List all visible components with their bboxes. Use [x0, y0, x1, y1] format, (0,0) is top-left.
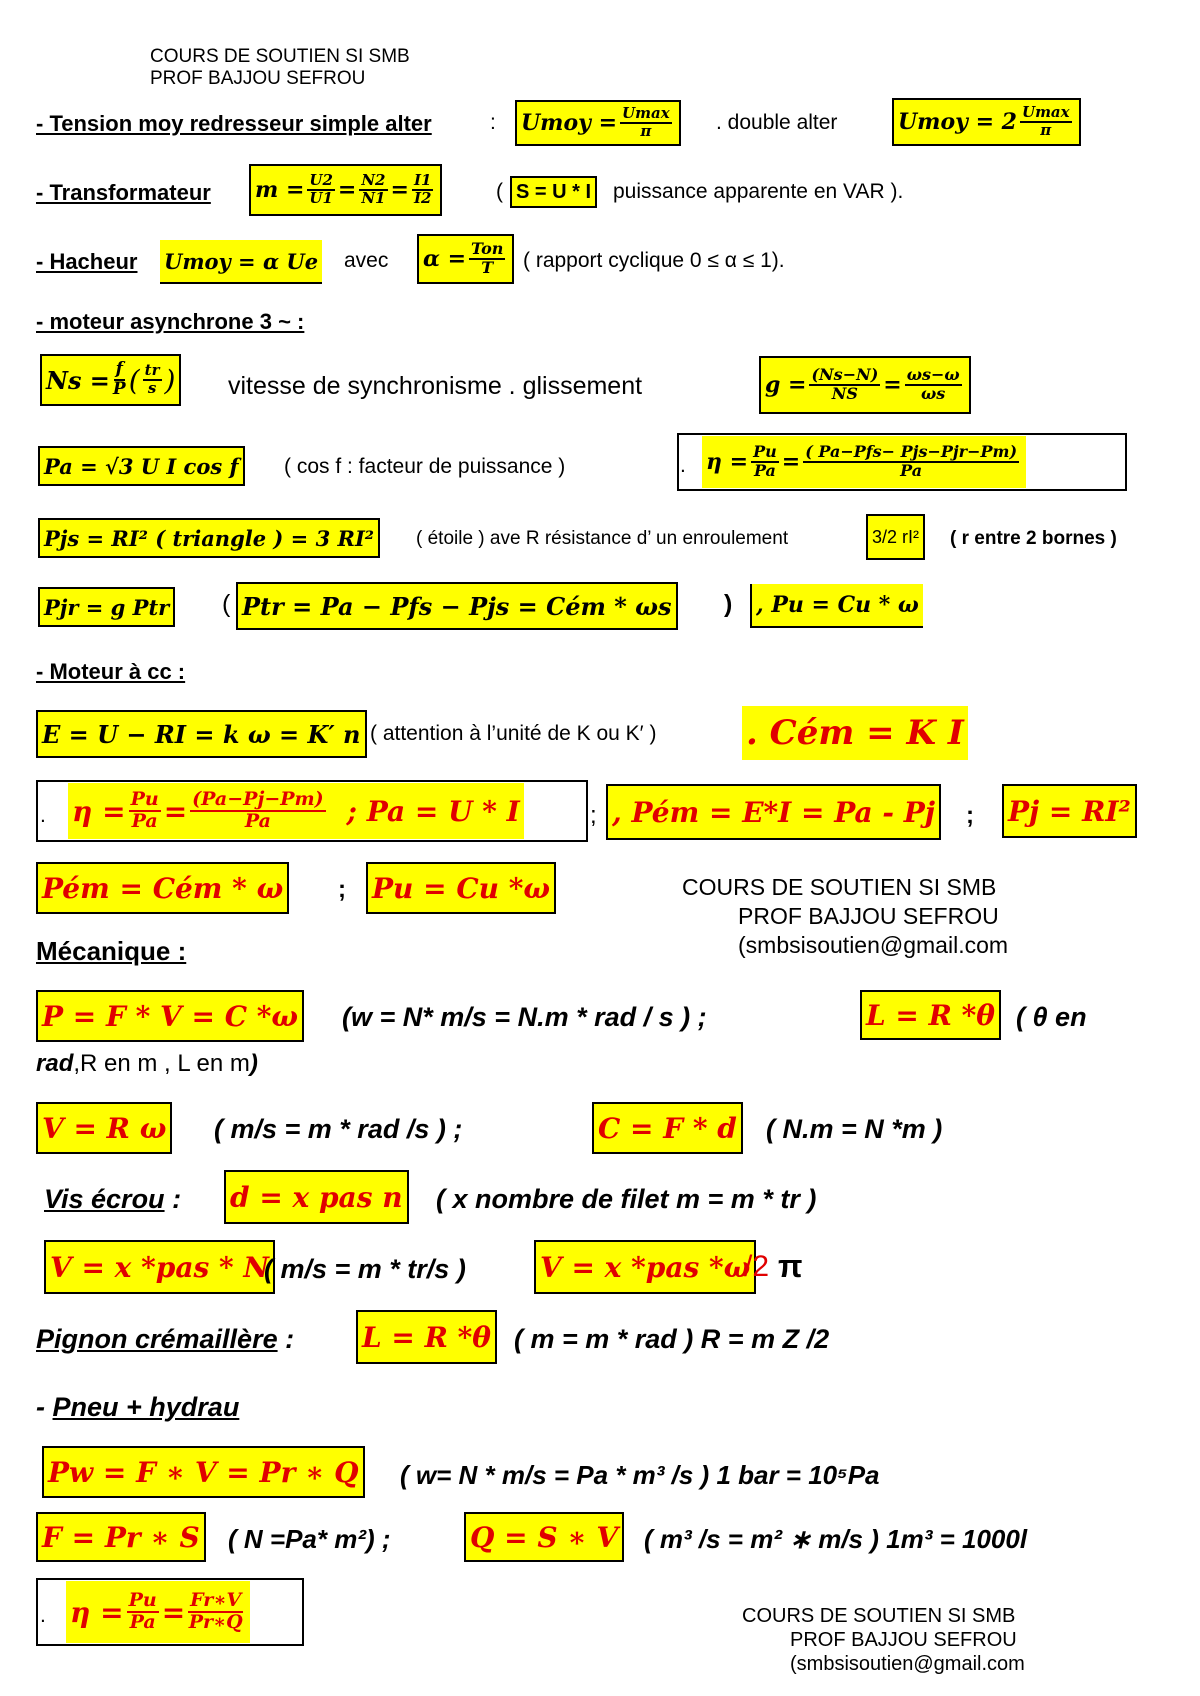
numerator: I1	[413, 171, 432, 190]
pneu-power-desc: ( w= N * m/s = Pa * m³ /s ) 1 bar = 10⁵Pa	[400, 1460, 880, 1490]
transfo-desc: puissance apparente en VAR ).	[613, 180, 904, 203]
formula-lhs: η =	[70, 1595, 124, 1629]
formula-eta-cc	[68, 783, 524, 839]
header-line1: COURS DE SOUTIEN SI SMB	[150, 46, 410, 67]
flow-desc: ( m³ /s = m² ∗ m/s ) 1m³ = 1000l	[644, 1524, 1028, 1554]
formula-vis-omega: V = x *pas *ω	[534, 1240, 756, 1294]
formula-torque: C = F * d	[592, 1102, 743, 1154]
formula-lhs: g =	[765, 372, 807, 398]
formula-power: P = F * V = C *ω	[36, 990, 304, 1042]
vis-velocity-desc: ( m/s = m * tr/s )	[264, 1254, 466, 1284]
length-desc2	[36, 1050, 258, 1078]
numerator: Ton	[471, 239, 504, 259]
formula-pjs: Pjs = RI² ( triangle ) = 3 RI²	[38, 518, 380, 558]
pjr-paren: (	[222, 590, 231, 618]
formula-pa-cc: ; Pa = U * I	[346, 794, 520, 828]
formula-lhs: Umoy = 2	[898, 109, 1017, 135]
formula-ns	[40, 354, 181, 406]
numerator: Pu	[753, 442, 777, 462]
fraction	[809, 367, 880, 403]
denominator: NS	[831, 384, 858, 403]
formula-transfo-ratio	[249, 164, 442, 216]
fraction	[412, 173, 433, 207]
formula-pu-cc: Pu = Cu *ω	[366, 862, 556, 914]
formula-glissement	[759, 356, 971, 414]
numerator: Fr∗V	[190, 1589, 242, 1612]
header-line2: PROF BAJJOU SEFROU	[150, 68, 366, 89]
formula-vis-velocity: V = x *pas * N	[44, 1240, 275, 1294]
transfo-title: - Transformateur	[36, 180, 211, 205]
formula-pem-cc: , Pém = E*I = Pa - Pj	[606, 784, 941, 840]
eta-cc-dot: .	[40, 804, 46, 827]
power-desc: (w = N* m/s = N.m * rad / s ) ;	[342, 1002, 707, 1032]
formula-eta-pneu	[66, 1581, 250, 1643]
pa-desc: ( cos f : facteur de puissance )	[284, 455, 566, 478]
watermark-bottom-line2: PROF BAJJOU SEFROU	[790, 1629, 1017, 1651]
length-desc1: ( θ en	[1016, 1002, 1087, 1032]
length-desc2-units: ,R en m , L en m	[73, 1050, 250, 1077]
fraction	[1020, 105, 1072, 139]
formula-cem: . Cém = K I	[742, 706, 968, 760]
formula-vis: d = x pas n	[224, 1170, 409, 1224]
paren-close: )	[164, 363, 176, 397]
numerator: Pu	[130, 788, 159, 811]
denominator: π	[640, 122, 652, 140]
fraction	[359, 173, 387, 207]
fraction	[143, 363, 162, 397]
length-desc2-close: )	[249, 1050, 258, 1077]
ptr-close: )	[724, 590, 733, 618]
formula-lhs: η =	[72, 794, 126, 828]
numerator: Pu	[128, 1589, 157, 1612]
fraction	[129, 790, 161, 832]
transfo-paren: (	[496, 180, 503, 203]
denominator: P	[112, 379, 126, 399]
paren-open: (	[128, 363, 140, 397]
fraction	[469, 241, 505, 277]
denominator: π	[1040, 121, 1052, 139]
vis-desc: ( x nombre de filet m = m * tr )	[436, 1184, 817, 1214]
pjs-desc: ( étoile ) ave R résistance d’ un enroulement	[416, 528, 789, 549]
equals: =	[161, 1595, 186, 1629]
tension-title-text: - Tension moy redresseur simple alter	[36, 111, 432, 136]
equals: =	[163, 794, 188, 828]
ns-desc: vitesse de synchronisme . glissement	[228, 372, 643, 400]
formula-hacheur-umoy	[160, 240, 322, 284]
denominator: ωs	[921, 384, 946, 403]
denominator: T	[481, 258, 494, 277]
formula-lhs: Umoy =	[521, 110, 618, 136]
vis-omega-tail: /2	[744, 1250, 770, 1283]
watermark-bottom-email: (smbsisoutien@gmail.com	[790, 1653, 1025, 1675]
velocity-desc: ( m/s = m * rad /s ) ;	[214, 1114, 463, 1144]
numerator: ( Pa−Pfs− Pjs−Pjr−Pm)	[805, 442, 1018, 462]
pneu-title-row	[36, 1392, 239, 1423]
formula-pu-async: , Pu = Cu * ω	[750, 584, 923, 628]
formula-umoy-simple	[515, 100, 681, 146]
equals: =	[390, 177, 409, 203]
numerator: U2	[309, 171, 333, 190]
pneu-title: Pneu + hydrau	[52, 1392, 240, 1422]
formula-pignon: L = R *θ	[356, 1310, 497, 1364]
mecanique-title: Mécanique :	[36, 936, 187, 966]
formula-eta-async	[702, 436, 1026, 488]
eta-dot: .	[680, 454, 686, 477]
denominator: Pa	[129, 1611, 156, 1633]
async-title: - moteur asynchrone 3 ~ :	[36, 309, 305, 334]
fraction	[803, 444, 1019, 480]
formula-length: L = R *θ	[860, 990, 1001, 1040]
numerator: ωs−ω	[906, 365, 960, 385]
denominator: U1	[309, 189, 333, 207]
fraction	[307, 173, 335, 207]
formula-umoy-double	[892, 98, 1081, 146]
denominator: I2	[413, 189, 432, 207]
pignon-title: Pignon crémaillère	[36, 1324, 278, 1354]
fraction	[905, 367, 962, 403]
formula-e-cc: E = U − RI = k ω = K′ n	[36, 710, 367, 758]
semi1: ;	[590, 802, 597, 829]
fraction	[188, 1591, 243, 1633]
formula-apparent-power: S = U * I	[510, 176, 597, 208]
vis-title: Vis écrou	[44, 1184, 165, 1214]
fraction	[620, 106, 672, 140]
hacheur-desc: ( rapport cyclique 0 ≤ α ≤ 1).	[523, 249, 785, 272]
eta-pneu-dot: .	[40, 1604, 46, 1627]
pignon-title-row	[36, 1324, 294, 1355]
numerator: Umax	[1021, 103, 1070, 122]
numerator: tr	[144, 361, 160, 380]
pignon-desc: ( m = m * rad ) R = m Z /2	[514, 1324, 830, 1354]
formula-pem2: Pém = Cém * ω	[36, 862, 289, 914]
formula-flow: Q = S ∗ V	[464, 1512, 624, 1562]
formula-lhs: Ns =	[46, 365, 110, 395]
formula-rl: 3/2 rI²	[866, 514, 925, 560]
pneu-force-desc: ( N =Pa* m²) ;	[228, 1524, 391, 1554]
watermark-mid-email: (smbsisoutien@gmail.com	[738, 932, 1009, 958]
formula-pneu-power: Pw = F ∗ V = Pr ∗ Q	[42, 1446, 365, 1498]
formula-ptr: Ptr = Pa − Pfs − Pjs = Cém * ωs	[236, 582, 678, 630]
denominator: s	[147, 379, 157, 397]
hacheur-avec: avec	[344, 249, 389, 272]
hacheur-title: - Hacheur	[36, 249, 138, 274]
e-desc: ( attention à l’unité de K ou K′ )	[370, 722, 657, 745]
formula-velocity: V = R ω	[36, 1102, 172, 1154]
denominator: Pa	[900, 461, 923, 480]
watermark-mid-line1: COURS DE SOUTIEN SI SMB	[682, 874, 997, 900]
fraction	[113, 361, 126, 399]
cc-title: - Moteur à cc :	[36, 659, 186, 684]
watermark-mid-line2: PROF BAJJOU SEFROU	[738, 903, 999, 929]
semi3: ;	[338, 876, 346, 903]
equals: =	[781, 449, 801, 475]
numerator: Umax	[622, 104, 670, 123]
torque-desc: ( N.m = N *m )	[766, 1114, 943, 1144]
fraction	[751, 444, 779, 480]
numerator: f	[115, 359, 123, 380]
formula-lhs: η =	[706, 449, 749, 475]
formula-pneu-force: F = Pr ∗ S	[36, 1512, 206, 1562]
denominator: Pa	[244, 810, 271, 832]
formula-lhs: α =	[423, 246, 467, 272]
semi2: ;	[966, 802, 974, 829]
numerator: (Pa−Pj−Pm)	[192, 788, 324, 811]
length-desc2-rad: rad	[36, 1050, 74, 1077]
fraction	[190, 790, 325, 832]
pi-symbol: π	[778, 1248, 803, 1284]
equals: =	[337, 177, 357, 203]
fraction	[127, 1591, 159, 1633]
rl-desc: ( r entre 2 bornes )	[950, 528, 1117, 549]
denominator: Pa	[131, 810, 158, 832]
tension-title	[36, 111, 432, 137]
formula-lhs: m =	[255, 177, 305, 203]
denominator: Pa	[753, 461, 776, 480]
vis-title-row	[44, 1184, 181, 1215]
watermark-bottom-line1: COURS DE SOUTIEN SI SMB	[742, 1605, 1016, 1627]
vis-colon: :	[164, 1184, 182, 1214]
formula-pj-cc: Pj = RI²	[1002, 784, 1137, 838]
pneu-dash: -	[36, 1392, 45, 1422]
numerator: (Ns−N)	[811, 365, 879, 385]
numerator: N2	[361, 171, 386, 190]
tension-sep: . double alter	[716, 111, 838, 134]
denominator: N1	[361, 189, 386, 207]
pignon-colon: :	[277, 1324, 295, 1354]
denominator: Pr∗Q	[188, 1611, 243, 1633]
equals: =	[883, 372, 902, 398]
tension-colon: :	[490, 111, 496, 134]
formula-alpha	[417, 234, 514, 284]
formula-pa-async: Pa = √3 U I cos f	[38, 446, 245, 486]
formula-pjr: Pjr = g Ptr	[38, 587, 175, 627]
formula-text: Umoy = α Ue	[164, 248, 319, 274]
